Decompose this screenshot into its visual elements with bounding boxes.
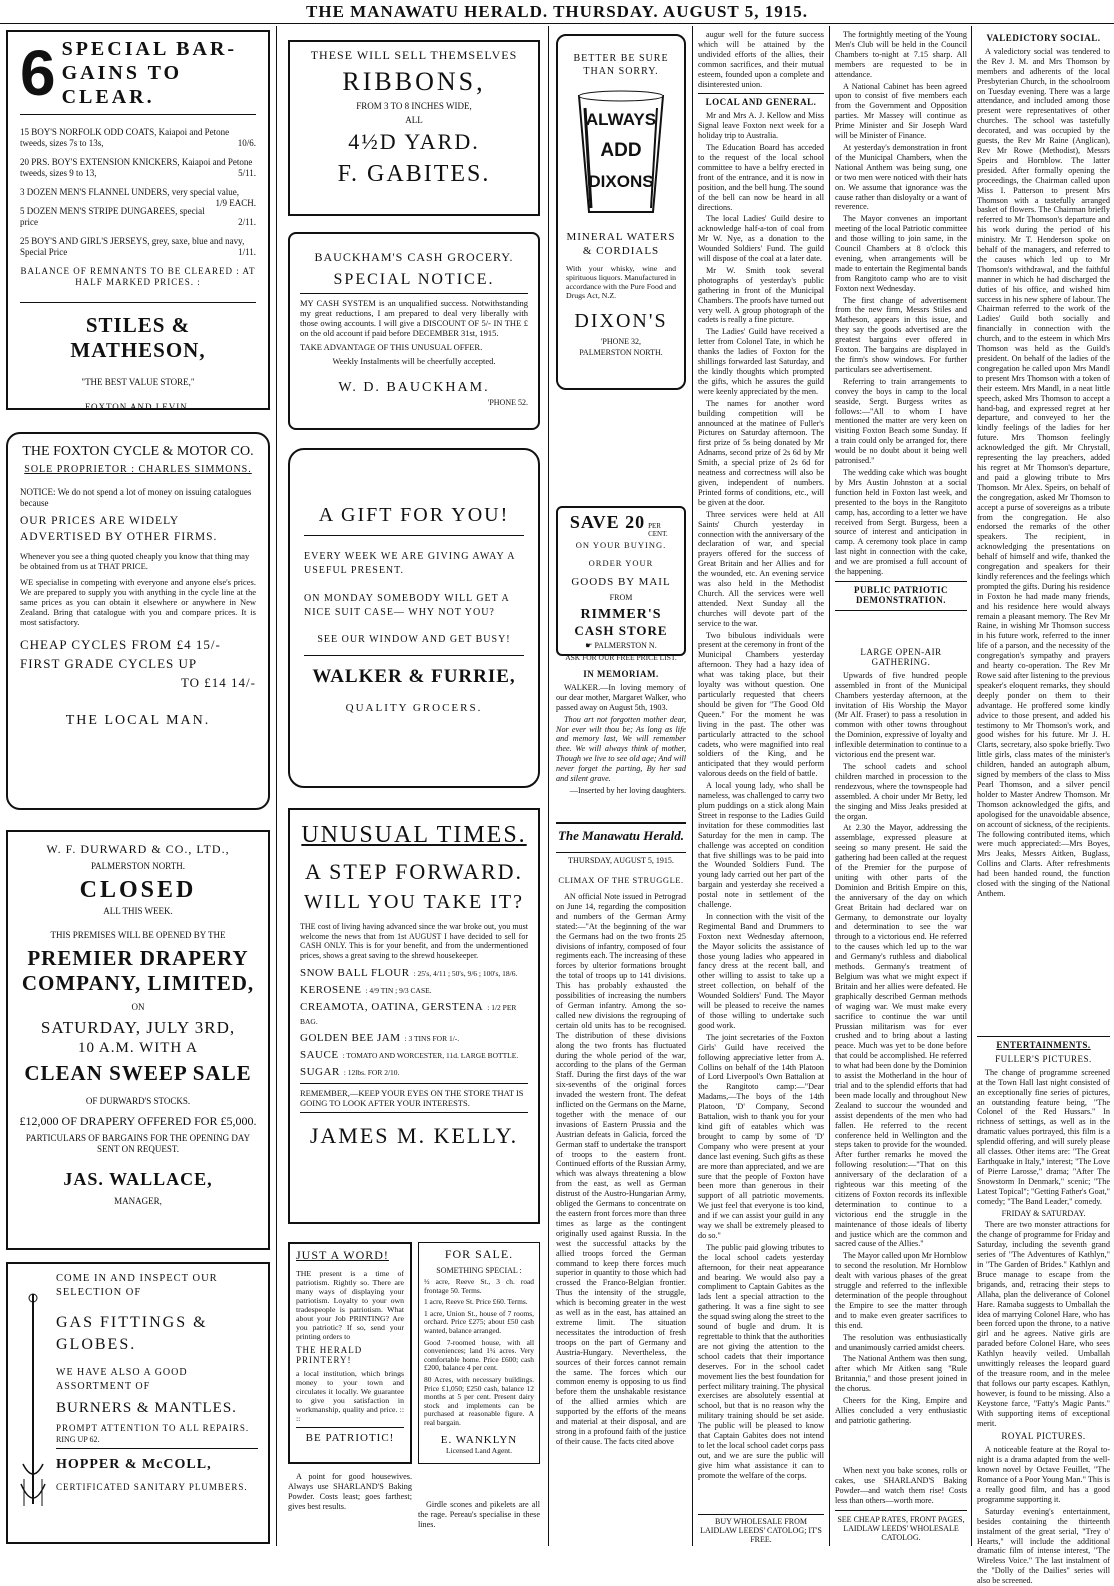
col5-para-4: The resolution was enthusiastically and unanimously carried amidst cheers. bbox=[835, 1332, 967, 1352]
walker-firm: WALKER & FURRIE, bbox=[312, 666, 516, 687]
kelly-price-list bbox=[300, 966, 528, 1079]
col4-bottom-note: BUY WHOLESALE FROM LAIDLAW LEEDS' CATOLOG; IT'S FREE. bbox=[698, 1514, 824, 1544]
bargain-item-text: 15 BOY'S NORFOLK ODD COATS, Kaiapoi and Petone tweeds, sizes 7s to 13s, bbox=[20, 127, 230, 148]
cycle-first-grade: FIRST GRADE CYCLES UP bbox=[20, 656, 198, 671]
on-your-buying: ON YOUR BUYING. bbox=[575, 540, 667, 550]
gift-for-you: A GIFT FOR YOU! bbox=[318, 504, 510, 526]
per-cent: PER CENT. bbox=[648, 522, 668, 538]
remnants-notice: BALANCE OF REMNANTS TO BE CLEARED : AT HALF MARKED PRICES. : bbox=[20, 266, 256, 287]
housewives-note bbox=[288, 1472, 412, 1532]
dixons-name: DIXON'S bbox=[574, 310, 668, 332]
durward-ad bbox=[6, 830, 270, 1250]
col5-top-1: A National Cabinet has been agreed upon to consist of five members each from the Government and Opposition parties. Mr Massey will continue as Prime Minister and Sir Joseph Ward will be Minister of Finance. bbox=[835, 81, 967, 141]
stiles-heading-row bbox=[20, 37, 256, 109]
durward-particulars: PARTICULARS OF BARGAINS FOR THE OPENING DAY SENT ON REQUEST. bbox=[25, 1133, 251, 1154]
col4-para-8: A local young lady, who shall be nameless, was challenged to carry two plum puddings on a stick along Main Street in response to the Ladies Guild invitation for these commodities last Saturday for the men in camp. The challenge was accepted on condition that five shillings was to be paid into the Wounded Soldiers Fund. The young lady carried out her part of the bargain and yesterday she received a postal note in settlement of the challenge. bbox=[698, 781, 824, 910]
bauckham-phone: 'PHONE 52. bbox=[487, 398, 528, 407]
column-divider bbox=[692, 26, 693, 1546]
ribbons-title: RIBBONS, bbox=[342, 67, 486, 96]
col5-sharland: When next you bake scones, rolls or cakes, use SHARLAND'S Baking Powder—and watch them rise! Costs less than others—worth more. bbox=[835, 1466, 967, 1505]
fuller-para-0: The change of programme screened at the Town Hall last night consisted of an exceptionally fine series of pictures, an outstanding feature being, "The Colonel of the Red Hussars." In richness of settings, as well as in the dramatic values portrayed, this film is a splendid offering, and will surely please all classes. Other items are: "The Great Earthquake in Italy," interest; "The Love of Pierre Larosse," drama; "After The Snowstorm In Denmark," scenic; "The Latest Topical"; "Getting Father's Goat," comedy; "The Band Leader," comedy. bbox=[977, 1067, 1111, 1206]
column-divider bbox=[971, 26, 972, 1546]
herald-title: The Manawatu Herald. bbox=[557, 828, 685, 843]
bargain-item-text: 5 DOZEN MEN'S STRIPE DUNGAREES, special price bbox=[20, 206, 205, 227]
local-general-column bbox=[698, 30, 824, 1512]
col5-para-6: Cheers for the King, Empire and Allies concluded a very enthusiastic and patriotic gathering. bbox=[835, 1396, 967, 1425]
kelly-item-name: SAUCE bbox=[300, 1049, 339, 1061]
royal-heading: ROYAL PICTURES. bbox=[1001, 1431, 1086, 1442]
hopper-ring: RING UP 62. bbox=[56, 1435, 100, 1444]
memoriam-verse: Thou art not forgotten mother dear, Nor ever wilt thou be; As long as life and memory last, We will remember thee. We will always think of mother, Though we live to see old age; And will never forget the parting, By her sad and silent grave. bbox=[556, 714, 686, 784]
memoriam-body: WALKER.—In loving memory of our dear mother, Margaret Walker, who passed away on August 5th, 1903. bbox=[556, 682, 686, 712]
col5-top-3: The Mayor convenes an important meeting of the local Patriotic committee and those willing to join same, in the Council Chambers at 8 o'clock this evening, when arrangements will be made to entertain the Regimental bands from Rangitoto camp who are to visit Foxton next Wednesday. bbox=[835, 214, 967, 293]
ribbons-top-line: THESE WILL SELL THEMSELVES bbox=[310, 48, 518, 62]
hopper-prompt: PROMPT ATTENTION TO ALL REPAIRS. bbox=[56, 1423, 250, 1433]
big-six: 6 bbox=[20, 37, 56, 109]
col5-news bbox=[835, 30, 967, 642]
climax-heading: CLIMAX OF THE STRUGGLE. bbox=[558, 875, 684, 885]
bargain-item bbox=[20, 127, 256, 149]
col5-para-1: The school cadets and school children marched in procession to the rendezvous, where the townspeople had assembled. A choir under Mr Betty, led the singing and Miss Jeaks presided at the organ. bbox=[835, 761, 967, 821]
for-sale-ad bbox=[418, 1242, 540, 1464]
save-20: SAVE 20 bbox=[569, 512, 646, 532]
durward-date: SATURDAY, JULY 3RD, bbox=[40, 1018, 236, 1037]
durward-time: 10 A.M. WITH A bbox=[78, 1040, 198, 1056]
climax-para-0: AN official Note issued in Petrograd on June 14, regarding the composition and numbers of the German Army stated:—"At the beginning of the war the Germans had on the two fronts 25 divisions of infantry, composed of four regiments each. The increasing of these forces by ulterior formations brought the total of troops up to 141 divisions. This has probably exhausted the possibilities of increasing the numbers of German infantry. Among the so-called new divisions the regrouping of certain old units has to be recognised. The distribution of these divisions along the two fronts has fluctuated during the whole period of the war, according to the plans of the German Staff. During the first days of the war six-sevenths of the original forces invaded the western front. The defeat inflicted on the Germans on the Marne, together with the menace of our invasions of Eastern Prussia and the Austrian defeats in Galicia, forced the German staff to undertake the transport of troops to the eastern front. Continued efforts of the Russian Army, which was always threatening a blow from the east, as well as German distrust of the Austro-Hungarian Army, obliged the Germans to concentrate on the eastern front forces more than three times as large as the contingent originally used against Russia. In the west the successful attacks by the allied troops forced the German command to keep there forces much superior in quantity to those which had crossed the Franco-Belgian frontier. Thus the intensity of the struggle, which is becoming greater in the west as well as in the east, has attained an extreme limit. The situation necessitates the introduction of fresh troops on the part of Germany and Austria-Hungary. Nevertheless, the sources of their forces cannot remain the same. The forces which our common enemy is opposing to us find before them the unshakable resistance of the allied armies which are supported by the efforts of the means and material at their disposal, and are strong in a profound faith of the justice of their cause. The facts cited above bbox=[556, 892, 686, 1446]
durward-reopen: THIS PREMISES WILL BE OPENED BY THE bbox=[50, 930, 226, 940]
hopper-firm-name: HOPPER & McCOLL, bbox=[56, 1457, 212, 1472]
durward-town: PALMERSTON NORTH. bbox=[91, 861, 185, 871]
durward-closed: CLOSED bbox=[79, 877, 197, 903]
glass-text-add: ADD bbox=[600, 140, 642, 161]
premier-drapery: PREMIER DRAPERY COMPANY, LIMITED, bbox=[21, 946, 255, 995]
kelly-item-name: CREAMOTA, OATINA, GERSTENA bbox=[300, 1001, 484, 1013]
col4-para-5: The names for another word building competition will be announced at the matinee of Fuller's Pictures on Saturday afternoon. The first prize of 5s being donated by Mr Adnams, second prize of 2s 6d by Mr Smith, a special prize of 2s 6d for neatness and correctness will also be given, independent of numbers. Printed forms of conditions, etc., will be given at the door. bbox=[698, 398, 824, 507]
cycle-prices: OUR PRICES ARE WIDELY ADVERTISED BY OTHER FIRMS. bbox=[20, 515, 218, 543]
valedictory-column bbox=[977, 30, 1110, 1030]
in-memoriam bbox=[556, 666, 686, 816]
fullers-heading: FULLER'S PICTURES. bbox=[995, 1053, 1092, 1064]
bargain-item-price: 1/11. bbox=[238, 247, 256, 257]
rimmers-name: RIMMER'S bbox=[580, 607, 662, 622]
bargain-item bbox=[20, 236, 256, 258]
col4-para-4: The Ladies' Guild have received a letter from Colonel Tate, in which he thanks the ladies of Foxton for the shillings forwarded last Saturday, and the kindly thoughts which prompted the gifts, which he assures the guild were keenly appreciated by the men. bbox=[698, 327, 824, 396]
fuller-para-1: FRIDAY & SATURDAY. bbox=[1001, 1208, 1086, 1218]
memoriam-title: IN MEMORIAM. bbox=[583, 669, 659, 679]
gabites-firm: F. GABITES. bbox=[337, 161, 491, 187]
col5-bottom bbox=[835, 1466, 967, 1546]
hopper-plumbers: CERTIFICATED SANITARY PLUMBERS. bbox=[56, 1482, 248, 1492]
kelly-item-name: GOLDEN BEE JAM bbox=[300, 1032, 401, 1044]
col5-para-2: At 2.30 the Mayor, addressing the assemblage, expressed pleasure at seeing so many present. He said the gathering had been called at the request of the Premier for the purpose of uniting with other parts of the Dominion and British Empire on this, the anniversary of the day on which Great Britain had declared war on Germany, to demonstrate our loyalty and determination to see the war through to a victorious end. He referred to the causes which led up to the war and Germany's ruthless and diabolical methods. Germany's treatment of Belgium was what we might expect if Britain and her allies were defeated. He graphically described German methods of waging war. We must make every sacrifice to continue the war until Prussian militarism was for ever crushed and to bring about a lasting peace. Much was yet to be done before that could be accomplished. He referred to what had been done by the Dominion to assist the Motherland in the hour of trial and to the splendid efforts that had been made locally and throughout New Zealand to succour the wounded and assist dependents of the men who had fallen. He referred to the recent conference held in Wellington and the steps taken to provide for the wounded. After further remarks he moved the following resolution:—"That on this anniversary of the declaration of a righteous war this meeting of the citizens of Foxton records its inflexible determination to continue to a victorious end the struggle in the maintenance of those ideals of liberty and justice which are the common and sacred cause of the Allies." bbox=[835, 823, 967, 1249]
local-general-heading: LOCAL AND GENERAL. bbox=[705, 97, 817, 108]
stiles-slogan: "THE BEST VALUE STORE," bbox=[81, 377, 195, 387]
cycle-cheap: CHEAP CYCLES FROM £4 15/- bbox=[20, 637, 221, 652]
kelly-item-price: : 25's, 4/11 ; 50's, 9/6 ; 100's, 18/6. bbox=[413, 969, 518, 978]
kelly-item-name: SNOW BALL FLOUR bbox=[300, 967, 410, 979]
bauckham-name: BAUCKHAM'S CASH GROCERY. bbox=[314, 250, 514, 264]
for-sale-item: 1 acre, Reeve St. Price £60. Terms. bbox=[424, 1297, 528, 1307]
stiles-matheson-ad bbox=[6, 30, 270, 410]
col5-top-2: At yesterday's demonstration in front of the Municipal Chambers, when the National Anthem was being sung, one or two men were noticed with their hats on. We assume that ignorance was the cause rather than disloyalty or a want of reverence. bbox=[835, 142, 967, 212]
lamp-illustration bbox=[18, 1284, 48, 1524]
walker-grocers: QUALITY GROCERS. bbox=[345, 702, 483, 714]
walker-monday: ON MONDAY SOMEBODY WILL GET A NICE SUIT CASE— WHY NOT YOU? bbox=[304, 593, 510, 618]
be-patriotic: BE PATRIOTIC! bbox=[305, 1432, 395, 1444]
rimmers-ad bbox=[556, 506, 686, 662]
burners-mantles: BURNERS & MANTLES. bbox=[56, 1400, 237, 1416]
kelly-price-item bbox=[300, 1065, 528, 1079]
kelly-firm: JAMES M. KELLY. bbox=[309, 1123, 519, 1148]
durward-offer: £12,000 OF DRAPERY OFFERED FOR £5,000. bbox=[19, 1114, 257, 1128]
col4-para-7: Two bibulous individuals were present at the ceremony in front of the Municipal Chambers yesterday afternoon. They had a hazy idea of what was taking place, but their loyalty was without question. One particularly requested that cheers should be given for "The Good Old Queen." For the moment he was living in the past. The other was particularly attracted to the school cadets, who were magnified into real soldiers of the King, and he anticipated that they would perform valorous deeds on the field of battle. bbox=[698, 630, 824, 779]
bargain-item-price: 1/9 EACH. bbox=[215, 198, 256, 208]
kelly-item-price: : 12lbs. FOR 2/10. bbox=[343, 1068, 400, 1077]
walker-furrie-ad bbox=[288, 448, 540, 788]
for-sale-item: ½ acre, Reeve St., 3 ch. road frontage 50. Terms. bbox=[424, 1277, 534, 1295]
bauckham-weekly: Weekly Instalments will be cheerfully accepted. bbox=[332, 356, 496, 366]
kelly-intro: THE cost of living having advanced since the war broke out, you must welcome the news that from 1st AUGUST I have decided to sell for CASH ONLY. This is for your benefit, and from the undermentioned prices, shows a great saving to the shrewd housekeeper. bbox=[300, 922, 528, 960]
kelly-price-item bbox=[300, 1031, 528, 1045]
cycle-notice: NOTICE: We do not spend a lot of money on issuing catalogues because bbox=[20, 487, 252, 508]
bauckham-sign: W. D. BAUCKHAM. bbox=[338, 380, 490, 395]
kelly-item-price: : 3 TINS FOR 1/-. bbox=[404, 1034, 460, 1043]
col5-top-0: The fortnightly meeting of the Young Men's Club will be held in the Council Chambers to-night at 7.15 sharp. All members are requested to be in attendance. bbox=[835, 30, 967, 79]
kelly-price-item bbox=[300, 983, 528, 997]
entertainments-heading: ENTERTAINMENTS. bbox=[996, 1040, 1091, 1050]
bargain-item-price: 10/6. bbox=[237, 138, 256, 148]
demonstration-heading: PUBLIC PATRIOTIC DEMONSTRATION. bbox=[854, 584, 948, 605]
step-forward: A STEP FORWARD. bbox=[304, 859, 524, 884]
dixons-ad bbox=[556, 34, 686, 390]
kelly-item-name: SUGAR bbox=[300, 1066, 340, 1078]
masthead: THE MANAWATU HERALD. THURSDAY. AUGUST 5, 1915. bbox=[0, 2, 1114, 24]
girdle-text: Girdle scones and pikelets are all the rage. Pereau's specialise in these lines. bbox=[418, 1500, 540, 1529]
col4-para-11: The public paid glowing tributes to the local school cadets yesterday afternoon, for their neat appearance and bearing. We would also pay a compliment to Captain Gabites as the lads lent a special attraction to the gathering. It was a fine sight to see the squad swing along the street to the sound of bugle and drum. It is regrettable to think that the authorities are not giving the attention to the school cadets that their importance deserves. For in the school cadet movement lies the best foundation for perfect military training. The physical exercises are absolutely essential at school, but that is no reason why the military training should be set aside. The public will be pleased to know that Captain Gabites does not intend to let the local school cadet corps pass out, and we are sure the public will give him what assistance it can to promote the welfare of the corps. bbox=[698, 1242, 824, 1480]
column-divider bbox=[276, 26, 277, 1546]
bargain-item-text: 25 BOY'S AND GIRL'S JERSEYS, grey, saxe, blue and navy, Special Price bbox=[20, 236, 245, 257]
kelly-price-item bbox=[300, 966, 528, 980]
col4-para-0: Mr and Mrs A. J. Kellow and Miss Signal leave Foxton next week for a holiday trip to Australia. bbox=[698, 111, 824, 141]
column-divider bbox=[548, 26, 549, 1546]
col5-top-5: Referring to train arrangements to convey the boys in camp to the local seaside, Sergt. Burgess writes as follows:—"All to whom I have mentioned the matter are very keen on visiting Foxton Beach some Sunday. If a train could only be arranged for, there would be no doubt about it being well patronised." bbox=[835, 376, 967, 466]
unusual-times: UNUSUAL TIMES. bbox=[301, 822, 527, 848]
cycle-local-man: THE LOCAL MAN. bbox=[65, 713, 211, 728]
col5-top-6: The wedding cake which was bought by Mrs Austin Johnston at a social function held in Foxton last week, and presented to the boys in the Rangitoto camp, has, according to a letter we have received from Sergt. Burgess, been a source of interest and anticipation in camp. A ceremony took place in camp last night in connection with the cake, and we are promised a full account of the happening. bbox=[835, 467, 967, 577]
word-body: THE present is a time of patriotism. Rightly so. There are many ways of displaying your patriotism. Loyalty to your own tradespeople is patriotism. What about your Job PRINTING? Are you patriotic? If so, send your printing orders to bbox=[296, 1269, 404, 1341]
bauckham-take: TAKE ADVANTAGE OF THIS UNUSUAL OFFER. bbox=[300, 342, 483, 352]
bargain-item-text: 20 PRS. BOY'S EXTENSION KNICKERS, Kaiapoi and Petone tweeds, sizes 9 to 13, bbox=[20, 157, 253, 178]
kelly-item-price: : 1/2 PER BAG. bbox=[300, 1003, 517, 1026]
kelly-item-name: KEROSENE bbox=[300, 984, 362, 996]
bargain-item-text: 3 DOZEN MEN'S FLANNEL UNDERS, very special value, bbox=[20, 187, 240, 197]
walker-see-window: SEE OUR WINDOW AND GET BUSY! bbox=[317, 634, 511, 645]
dixon-phone: 'PHONE 32, bbox=[600, 337, 642, 346]
herald-printery: THE HERALD PRINTERY! bbox=[296, 1345, 363, 1365]
glass-text-dixons: DIXONS bbox=[588, 172, 654, 191]
climax-article bbox=[556, 892, 686, 1542]
royal-para-0: A noticeable feature at the Royal to-night is a drama adapted from the well-known novel by Octave Feuillet, "The Romance of a Poor Young Man." This is a really good film, and has a good programme supporting it. bbox=[977, 1445, 1110, 1504]
gas-lamp-icon bbox=[18, 1284, 48, 1524]
stiles-item-list bbox=[20, 127, 256, 258]
col4-top-para: augur well for the future success which will be attained by the undivided efforts of the allies, their common sacrifices, and their mutual esteem, founded upon a complete and disinterested union. bbox=[698, 30, 824, 89]
durward-stocks: OF DURWARD'S STOCKS. bbox=[85, 1096, 191, 1106]
durward-firm: W. F. DURWARD & CO., LTD., bbox=[46, 842, 230, 856]
better-be-sure: BETTER BE SURE THAN SORRY. bbox=[573, 53, 669, 77]
bauckham-body: MY CASH SYSTEM is an unqualified success. Notwithstanding my great reductions, I am prepared to deal very liberally with those owing accounts. I will give a DISCOUNT OF 5/- IN THE £ on the old account if paid before DECEMBER 31st, 1915. bbox=[300, 298, 528, 338]
col4-para-3: Mr W. Smith took several photographs of yesterday's public gathering in front of the Municipal Chambers. The proofs have turned out very well. A group photograph of the cadets is really a fine picture. bbox=[698, 265, 824, 325]
stiles-towns: FOXTON AND LEVIN. bbox=[84, 402, 192, 412]
dixons-glass bbox=[573, 88, 669, 218]
bargain-item bbox=[20, 206, 256, 228]
durward-manager: MANAGER, bbox=[114, 1196, 162, 1206]
cycle-whenever: Whenever you see a thing quoted cheaply you know that thing may be obtained from us at THAT PRICE. bbox=[20, 551, 250, 571]
goods-by-mail: GOODS BY MAIL bbox=[571, 576, 671, 588]
herald-date: THURSDAY, AUGUST 5, 1915. bbox=[556, 852, 686, 865]
durward-on: ON bbox=[131, 1002, 145, 1012]
col4-para-2: The local Ladies' Guild desire to acknowledge half-a-ton of coal from Mr W. Nye, as a donation to the Wounded Soldiers' Fund. The guild will dispose of the coal at a later date. bbox=[698, 214, 824, 264]
for-sale-list bbox=[424, 1278, 534, 1428]
bargain-item bbox=[20, 187, 256, 208]
rimmer-from: FROM bbox=[609, 593, 633, 602]
rimmer-town-text: PALMERSTON N. bbox=[594, 641, 657, 650]
housewives-text: A point for good housewives. Always use SHARLAND'S Baking Powder. Costs least; goes farthest; gives best results. bbox=[288, 1472, 412, 1511]
for-sale-item: 80 Acres, with necessary buildings. Price £1,050; £250 cash, balance 12 months at 5 per cent. Present dairy stock and implements can be purchased at reasonable figure. A real bargain. bbox=[424, 1374, 534, 1427]
rimmer-town bbox=[562, 641, 680, 650]
bargain-item bbox=[20, 157, 256, 179]
ribbons-price: 4½D YARD. bbox=[348, 129, 480, 154]
just-a-word: JUST A WORD! bbox=[296, 1248, 389, 1262]
cash-store: CASH STORE bbox=[574, 623, 668, 638]
wanklyn-sub: Licensed Land Agent. bbox=[445, 1445, 513, 1455]
editorial-header bbox=[556, 822, 686, 892]
kelly-item-price: : TOMATO AND WORCESTER, 11d. LARGE BOTTLE. bbox=[342, 1051, 519, 1060]
durward-week: ALL THIS WEEK. bbox=[103, 906, 173, 916]
entertainments-column bbox=[977, 1032, 1111, 1586]
col5-para-5: The National Anthem was then sung, after which Mr Aitken sang "Rule Britannia," and those present joined in the chorus. bbox=[835, 1354, 967, 1394]
bargain-item-price: 2/11. bbox=[238, 217, 256, 227]
clean-sweep-sale: CLEAN SWEEP SALE bbox=[24, 1061, 252, 1085]
memoriam-inserted: —Inserted by her loving daughters. bbox=[569, 785, 686, 795]
col4-para-1: The Education Board has acceded to the request of the local school committee to have a belfry erected in front of the entrance, and it is now in position, and the bell hung. The sound of the bell can now be heard in all directions. bbox=[698, 143, 824, 212]
hopper-assortment: WE HAVE ALSO A GOOD ASSORTMENT OF bbox=[56, 1367, 188, 1392]
gas-fittings: GAS FITTINGS & GLOBES. bbox=[56, 1314, 208, 1353]
mineral-waters: MINERAL WATERS & CORDIALS bbox=[566, 231, 676, 257]
col5-bottom-note: SEE CHEAP RATES, FRONT PAGES, LAIDLAW LEEDS' WHOLESALE CATOLOG. bbox=[837, 1514, 965, 1542]
col5-para-3: The Mayor called upon Mr Hornblow to second the resolution. Mr Hornblow dealt with various phases of the great struggle and referred to the inflexible determination of the people throughout the Empire to see the matter through and to make even greater sacrifices to this end. bbox=[835, 1251, 967, 1330]
rimmer-ask: ASK FOR OUR FREE PRICE LIST. bbox=[565, 653, 677, 662]
will-you-take-it: WILL YOU TAKE IT? bbox=[304, 891, 524, 913]
order-your: ORDER YOUR bbox=[588, 558, 654, 568]
herald-printery-ad bbox=[288, 1242, 412, 1464]
gabites-ribbons-ad bbox=[288, 40, 540, 216]
col5-top-4: The first change of advertisement from the new firm, Messrs Stiles and Matheson, appears in this issue, and they say the goods advertised are the greatest bargains ever offered in Foxton. The bargains are displayed in the firm's show windows. For further particulars see advertisement. bbox=[835, 295, 967, 374]
kelly-price-item bbox=[300, 1048, 528, 1062]
col5-para-0: Upwards of five hundred people assembled in front of the Municipal Chambers yesterday afternoon, at the invitation of His Worship the Mayor (Mr Alf. Fraser) to pass a resolution in common with other towns throughout the Dominion, expressive of loyalty and inflexible determination to continue to a victorious end the present war. bbox=[835, 670, 967, 760]
walker-every-week: EVERY WEEK WE ARE GIVING AWAY A USEFUL PRESENT. bbox=[304, 551, 515, 576]
col4-para-10: The joint secretaries of the Foxton Girls' Guild have received the following appreciative letter from A. Collins on behalf of the 14th Platoon of Lord Liverpool's Own Battalion at the Rangitoto camp:—"Dear Madams,—The boys of the 14th Platoon, 'D' Company, Second Battalion, wish to thank you for your kind gift of eatables which was brought to camp by some of 'D' Company who were present at your dance last evening. Such gifts as these are more than appreciated, and we are sure that the people of Foxton have been more than generous in their support of all patriotic movements. We just feel that everyone is too kind, and if we can assist your guild in any way we shall be extremely pleased to do so." bbox=[698, 1032, 824, 1240]
kelly-item-price: : 4/9 TIN ; 9/3 CASE. bbox=[365, 986, 432, 995]
demonstration-sub: LARGE OPEN-AIR GATHERING. bbox=[860, 647, 942, 667]
pointing-hand-icon: ☛ bbox=[585, 641, 595, 650]
cycle-to-price: TO £14 14/- bbox=[180, 675, 256, 690]
kelly-remember: REMEMBER,—KEEP YOUR EYES ON THE STORE THAT IS GOING TO LOOK AFTER YOUR INTERESTS. bbox=[300, 1088, 524, 1108]
jas-wallace: JAS. WALLACE, bbox=[63, 1169, 213, 1189]
cycle-specialise: WE specialise in competing with everyone and anyone else's prices. We are prepared to supply you with anything in the cycle line at the same prices as you can obtain it elsewhere or anywhere in New Zealand. Bring that catalogue with you and compare prices. It is most satisfactory. bbox=[20, 577, 256, 627]
kelly-price-item bbox=[300, 1000, 528, 1028]
for-sale-item: Good 7-roomed house, with all conveniences; land 1¼ acres. Very comfortable home. Price £600; cash £200, balance 4 per cent. bbox=[424, 1337, 534, 1373]
bargain-item-price: 5/11. bbox=[238, 168, 256, 178]
dixon-body: With your whisky, wine and spirituous liquors. Manufactured in accordance with the Pure Food and Drugs Act, N.Z. bbox=[566, 264, 677, 300]
for-sale-title: FOR SALE. bbox=[444, 1247, 514, 1261]
special-bargains-heading: SPECIAL BAR-GAINS TO CLEAR. bbox=[61, 38, 238, 108]
royal-para-1: Saturday evening's entertainment, besides containing the thirteenth instalment of the great serial, "Trey o' Hearts," will include the additional dramatic film of intense interest, "The Wireless Voice." The last instalment of the "Dolly of the Dailies" series will also be screened. bbox=[977, 1506, 1110, 1586]
dixon-town: PALMERSTON NORTH. bbox=[579, 348, 663, 357]
for-sale-item: 1 acre, Union St., house of 7 rooms, orchard. Price £275; about £50 cash wanted, balance arranged. bbox=[424, 1308, 534, 1335]
for-sale-sub: SOMETHING SPECIAL : bbox=[436, 1266, 522, 1275]
kelly-ad bbox=[288, 808, 540, 1224]
cycle-proprietor: SOLE PROPRIETOR : CHARLES SIMMONS. bbox=[24, 464, 252, 475]
ribbons-widths: FROM 3 TO 8 INCHES WIDE, bbox=[356, 101, 472, 111]
valedictory-para: A valedictory social was tendered to the Rev J. M. and Mrs Thomson by members and adherents of the local Presbyterian Church, in the schoolroom on Tuesday evening. There was a large attendance, and included among those present were representatives of other churches. The school was tastefully decorated, and was occupied by the guests, the Rev Mr Raine (Anglican), Rev Mr Rowe (Methodist), Messrs Speirs and Hornblow. The latter presided. After formally opening the proceedings, the Chairman called upon Miss I. Patterson to present Mrs Thomson with a tastefully arranged basket of flowers. The Chairman briefly referred to Mr Thomson's departure and his work during the period of his ministry. Mr T. Henderson spoke on behalf of the managers, and referred to the causes which led up to Mr Thomson's withdrawal, and the faithful manner in which he had discharged the duties of his office, and wished him success in his new sphere of labour. The Chairman referred to the work of the Ladies' Guild both socially and financially in connection with the church, and to the esteem in which Mrs Thomson was held as the Guild's president. On behalf of the ladies of the congregation he called upon Mrs Mandl to present Mrs Thomson with a token of their esteem. Mrs Mandl, in a neat little speech, asked Mrs Thomson to accept a hand-bag, and expressed regret at her departure, and conveyed to her the kindly feelings of the ladies for her future. Mrs Thomson feelingly acknowledged the gift. Mr Chrystall, representing the lay preachers, added his regret at Mr Thomson's departure, and paid a glowing tribute to Mrs Thomson. Mr Alex. Speirs, on behalf of the congregation, asked Mr Thomson to accept a purse of sovereigns as a tribute from the congregation. He also endorsed the remarks of the other speakers. The recipient, in acknowledging the presentations on behalf of himself and wife, thanked the congregation and speakers for their kindly references and the feelings which prompted the gifts. During his residence in Foxton he had made many friends, and his residence here would always remain a pleasant memory. The Rev Mr Raine, in wishing Mr Thomson success in his future work, referred to the inner life of a parson, and the necessity of the congregation's sympathy and prayers and hearty co-operation. The Rev Mr Rowe said after listening to the previous speaker's eloquent remarks, they should deeply ponder on them to their advantage. He proffered some kindly advice to those present, and added his testimony to Mr Thomson's work, and good wishes for his future. Mr J. H. Clarts, secretary, also spoke briefly. Two little girls, class mates of the minister's children, handed an autograph album, signed by members of the class to Miss Pearl Thomson, and a silver pencil holder to Master Andrew Thomson. Mr Thomson acknowledged the gifts, and apologised for the unavoidable absence, on account of sickness, of the recipients. The following contributed items, which were much appreciated:—Mrs Boyes, Mrs Jeaks, Messrs Aitken, Buglass, Collins and Clarts. After refreshments had been handed round, the function closed with the singing of the National Anthem. bbox=[977, 46, 1110, 898]
hopper-come-in: COME IN AND INSPECT OUR SELECTION OF bbox=[56, 1273, 218, 1298]
glass-text-always: ALWAYS bbox=[585, 110, 657, 129]
column-divider bbox=[829, 26, 830, 1546]
cycle-firm-name: THE FOXTON CYCLE & MOTOR CO. bbox=[22, 444, 254, 459]
word-body-2: a local institution, which brings money to your town and circulates it locally. We guarantee to give you satisfaction in workmanship, quality and price. :: :: bbox=[296, 1369, 404, 1423]
valedictory-heading: VALEDICTORY SOCIAL. bbox=[986, 33, 1101, 43]
ribbons-all: ALL bbox=[405, 115, 423, 125]
fuller-para-2: There are two monster attractions for the change of programme for Friday and Saturday, including the seventh grand series of "The Adventures of Kathlyn," in "The Garden of Brides." Kathlyn and Bruce manage to escape from the brigands, and, retracing their steps to Allaha, plan the deliverance of Colonel Hare. Ramaba suggests to Umballah the idea of marrying Colonel Hare, who has been forced upon the throne, to a native girl and he agrees. Native girls are paraded before Colonel Hare, who sees Kathlyn heavily veiled. Umballah unwittingly releases the leopard guard of the treasure room, and in the melee that follows our party escapes. Kathlyn, however, is found to be missing. Also a Keystone farce, "Fatty's Magic Pants." With supporting items of exceptional merit. bbox=[977, 1220, 1110, 1428]
bauckham-ad bbox=[288, 232, 540, 430]
foxton-cycle-ad bbox=[6, 432, 270, 810]
col4-para-9: In connection with the visit of the Regimental Band and Drummers to Foxton next Wednesday afternoon, the Mayor solicits the assistance of those young ladies who appeared in fancy dress at the recent ball, and other willing to assist to take up a street collection, on behalf of the Wounded Soldiers' Fund. The Mayor will be pleased to receive the names of those willing to undertake such good work. bbox=[698, 911, 824, 1030]
col4-para-6: Three services were held at All Saints' Church yesterday in connection with the anniversary of the declaration of war, and special prayers offered for the success of Great Britain and her Allies and for the wounded, etc. An evening service was also held in the Methodist Church. All the services were well attended. Next Sunday all the churches will devote part of the service to the war. bbox=[698, 509, 824, 628]
hopper-mccoll-ad bbox=[6, 1262, 270, 1544]
wanklyn: E. WANKLYN bbox=[440, 1433, 518, 1446]
stiles-firm-name: STILES & MATHESON, bbox=[70, 313, 206, 362]
demonstration-article bbox=[835, 644, 967, 1462]
girdle-note bbox=[418, 1500, 540, 1540]
bauckham-special-notice: SPECIAL NOTICE. bbox=[333, 271, 495, 288]
